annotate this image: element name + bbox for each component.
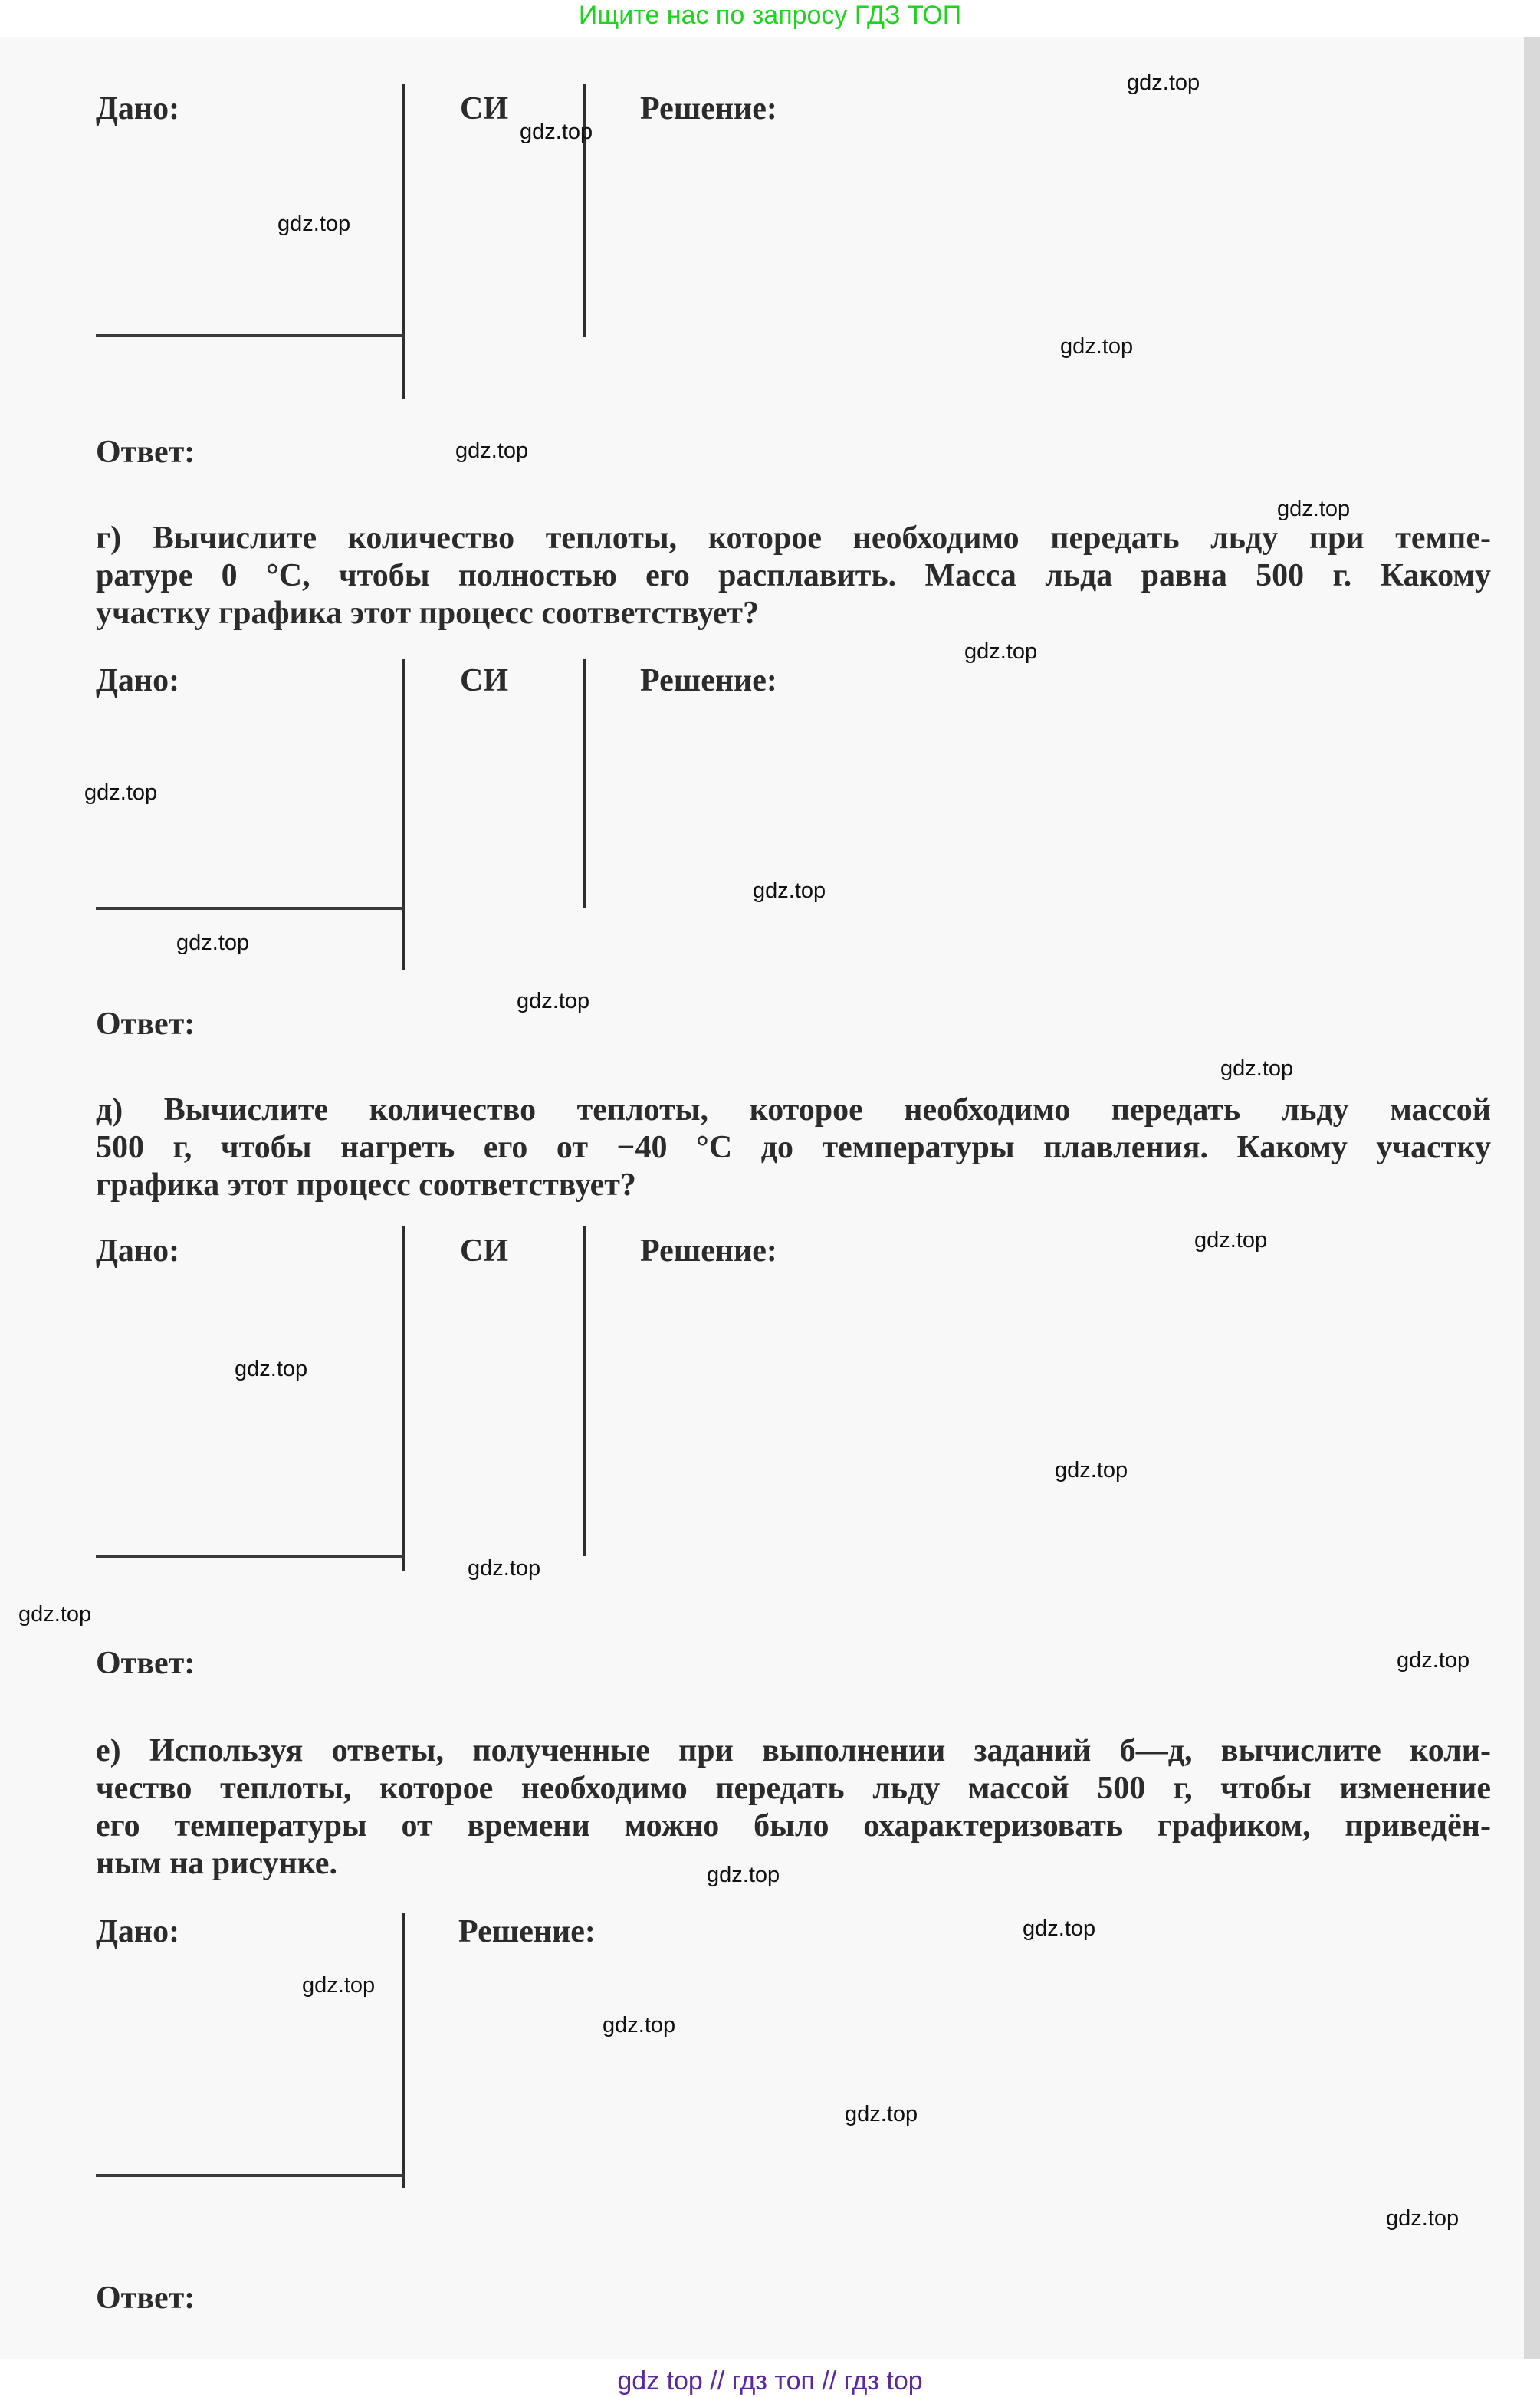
given-label: Дано: [96, 1914, 180, 1949]
si-label: СИ [460, 91, 508, 126]
watermark: gdz.top [1277, 497, 1351, 521]
page-edge [1524, 37, 1540, 2359]
divider-line [402, 1913, 405, 2188]
divider-line [402, 659, 405, 970]
watermark: gdz.top [1386, 2206, 1460, 2231]
watermark: gdz.top [1127, 71, 1200, 95]
given-label: Дано: [96, 91, 180, 126]
watermark: gdz.top [1055, 1458, 1128, 1483]
solution-label: Решение: [458, 1914, 596, 1949]
watermark: gdz.top [302, 1973, 376, 1998]
watermark: gdz.top [235, 1357, 308, 1381]
watermark: gdz.top [603, 2013, 676, 2037]
divider-line [402, 1226, 405, 1571]
task-d-text: графика этот процесс соответствует? [96, 1167, 636, 1203]
given-label: Дано: [96, 1233, 180, 1269]
divider-line [402, 84, 405, 399]
divider-line [583, 1226, 586, 1556]
solution-label: Решение: [640, 663, 777, 698]
footer-links[interactable]: gdz top // гдз топ // гдз top [617, 2366, 923, 2395]
si-label: СИ [460, 1233, 508, 1269]
watermark: gdz.top [1194, 1228, 1268, 1253]
divider-line [96, 2174, 404, 2177]
search-banner[interactable]: Ищите нас по запросу ГДЗ ТОП [578, 1, 962, 30]
divider-line [96, 1555, 404, 1558]
solution-label: Решение: [640, 1233, 777, 1269]
watermark: gdz.top [517, 989, 590, 1013]
task-g-text: участку графика этот процесс соответствует? [96, 596, 759, 631]
task-d-text: д) Вычислите количество теплоты, которое необходимо передать льду массой [96, 1092, 1491, 1128]
divider-line [96, 907, 404, 910]
divider-line [96, 334, 404, 337]
watermark: gdz.top [1023, 1916, 1096, 1941]
watermark: gdz.top [455, 438, 529, 463]
watermark: gdz.top [707, 1863, 780, 1887]
watermark: gdz.top [520, 120, 593, 144]
watermark: gdz.top [176, 931, 250, 955]
task-g-text: ратуре 0 °C, чтобы полностью его расплавить. Масса льда равна 500 г. Какому [96, 558, 1491, 593]
solution-label: Решение: [640, 91, 777, 126]
watermark: gdz.top [845, 2102, 918, 2126]
task-e-text: его температуры от времени можно было охарактеризовать графиком, приведён- [96, 1808, 1491, 1844]
given-label: Дано: [96, 663, 180, 698]
task-g-text: г) Вычислите количество теплоты, которое необходимо передать льду при темпе- [96, 520, 1491, 556]
task-d-text: 500 г, чтобы нагреть его от −40 °C до температуры плавления. Какому участку [96, 1130, 1491, 1165]
task-e-text: ным на рисунке. [96, 1846, 337, 1881]
watermark: gdz.top [964, 639, 1038, 664]
task-e-text: е) Используя ответы, полученные при выполнении заданий б—д, вычислите коли- [96, 1733, 1491, 1768]
answer-label: Ответ: [96, 2280, 195, 2316]
divider-line [583, 659, 586, 908]
watermark: gdz.top [753, 878, 826, 903]
watermark: gdz.top [277, 212, 351, 236]
watermark: gdz.top [84, 780, 158, 805]
answer-label: Ответ: [96, 1006, 195, 1042]
si-label: СИ [460, 663, 508, 698]
task-e-text: чество теплоты, которое необходимо передать льду массой 500 г, чтобы изменение [96, 1771, 1491, 1806]
watermark: gdz.top [1060, 334, 1134, 359]
watermark: gdz.top [1397, 1648, 1470, 1673]
answer-label: Ответ: [96, 1646, 195, 1681]
watermark: gdz.top [18, 1602, 92, 1627]
answer-label: Ответ: [96, 435, 195, 470]
watermark: gdz.top [468, 1556, 541, 1581]
watermark: gdz.top [1220, 1056, 1294, 1081]
